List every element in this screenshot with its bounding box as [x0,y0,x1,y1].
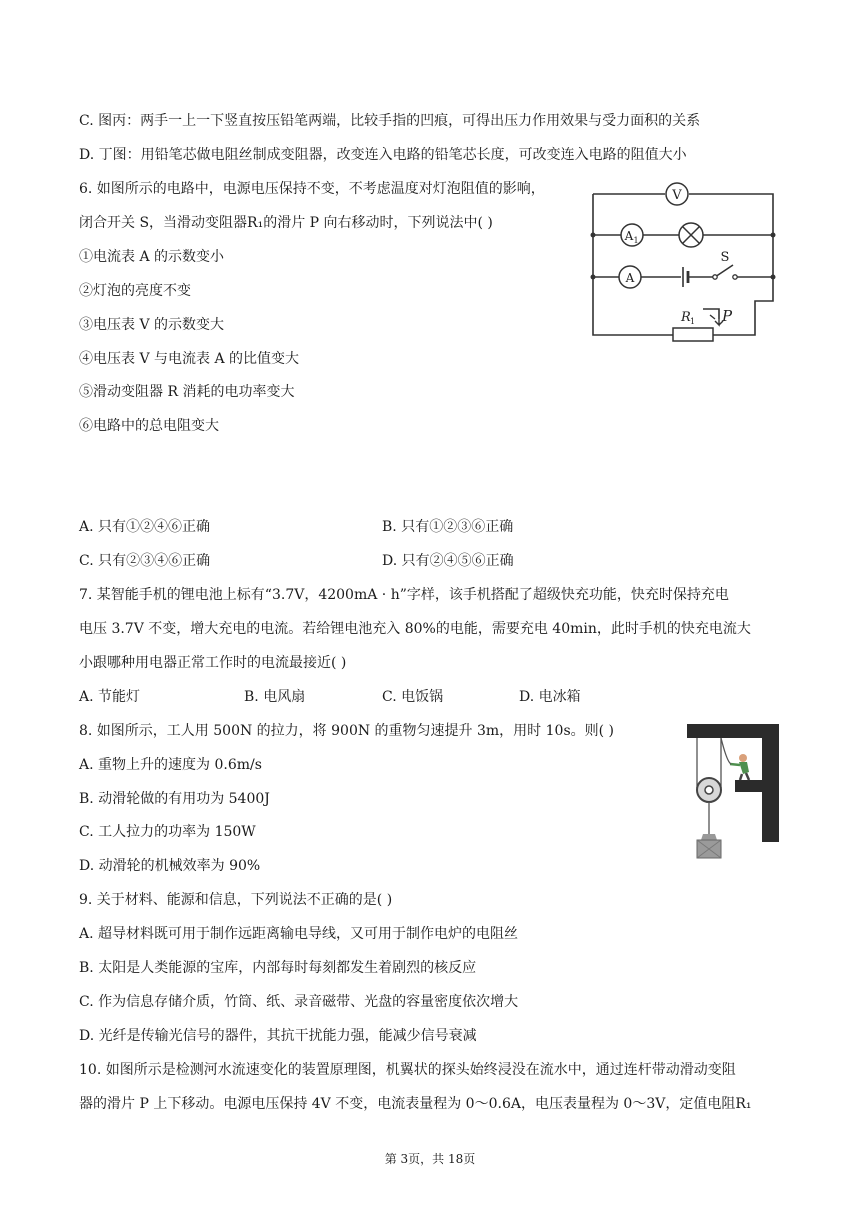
svg-text:1: 1 [633,236,639,245]
q7-option-b: B. 电风扇 [244,689,306,705]
ammeter-a-icon [619,266,641,288]
q7-option-c: C. 电饭锅 [382,689,444,705]
q9-option-c: C. 作为信息存储介质，竹筒、纸、录音磁带、光盘的容量密度依次增大 [79,994,519,1010]
question-7-line-1: 7. 某智能手机的锂电池上标有“3.7V，4200mA · h”字样，该手机搭配了超级快充功能，快充时保持充电 [79,587,729,603]
question-6-line-2: 闭合开关 S，当滑动变阻器R₁的滑片 P 向右移动时，下列说法中( ) [79,215,493,231]
svg-text:V: V [672,188,682,203]
question-10-line-1: 10. 如图所示是检测河水流速变化的装置原理图，机翼状的探头始终浸没在流水中，通过连杆带动滑动变阻 [79,1062,736,1078]
option-c5: C. 图丙：两手一上一下竖直按压铅笔两端，比较手指的凹痕，可得出压力作用效果与受力面积的关系 [79,113,701,129]
worker-icon [730,754,749,780]
q9-option-a: A. 超导材料既可用于制作远距离输电导线，又可用于制作电炉的电阻丝 [79,926,519,942]
statement-2: ②灯泡的亮度不变 [79,283,191,299]
pulley-wheel-icon [697,778,721,802]
statement-6: ⑥电路中的总电阻变大 [79,418,219,434]
switch-label: S [720,250,730,265]
svg-text:A: A [624,229,634,243]
weight-icon [697,834,721,858]
circuit-diagram [585,175,785,343]
q7-option-a: A. 节能灯 [79,689,141,705]
q9-option-d: D. 光纤是传输光信号的器件，其抗干扰能力强，能减少信号衰减 [79,1028,477,1044]
q9-option-b: B. 太阳是人类能源的宝库，内部每时每刻都发生着剧烈的核反应 [79,960,477,976]
slider-label: P [722,307,733,325]
question-10-line-2: 器的滑片 P 上下移动。电源电压保持 4V 不变，电流表量程为 0～0.6A，电压表量程为 0～3V，定值电阻R₁ [79,1096,752,1112]
question-7-line-2: 电压 3.7V 不变，增大充电的电流。若给锂电池充入 80%的电能，需要充电 40min，此时手机的快充电流大 [79,621,751,637]
statement-5: ⑤滑动变阻器 R 消耗的电功率变大 [79,384,295,400]
question-7-line-3: 小跟哪种用电器正常工作时的电流最接近( ) [79,655,347,671]
rheostat-label-sub: 1 [690,317,696,326]
statement-1: ①电流表 A 的示数变小 [79,249,225,265]
svg-text:A: A [625,271,635,285]
ammeter-a1-icon [621,224,643,246]
q6-option-c: C. 只有②③④⑥正确 [79,553,211,569]
page-footer: 第 3页，共 18页 [384,1152,476,1166]
q8-option-a: A. 重物上升的速度为 0.6m/s [79,757,262,773]
question-9: 9. 关于材料、能源和信息，下列说法不正确的是( ) [79,892,393,908]
q6-option-b: B. 只有①②③⑥正确 [382,519,514,535]
q6-option-a: A. 只有①②④⑥正确 [79,519,211,535]
question-8: 8. 如图所示，工人用 500N 的拉力，将 900N 的重物匀速提升 3m，用时 10s。则( ) [79,723,615,739]
rheostat-label: R [681,310,691,325]
statement-4: ④电压表 V 与电流表 A 的比值变大 [79,351,300,367]
q6-option-d: D. 只有②④⑤⑥正确 [382,553,514,569]
question-6-line-1: 6. 如图所示的电路中，电源电压保持不变，不考虑温度对灯泡阻值的影响， [79,181,545,197]
lamp-icon [679,223,703,247]
voltmeter-icon [666,183,688,205]
q8-option-d: D. 动滑轮的机械效率为 90% [79,858,261,874]
q8-option-c: C. 工人拉力的功率为 150W [79,824,256,840]
q7-option-d: D. 电冰箱 [519,689,581,705]
statement-3: ③电压表 V 的示数变大 [79,317,225,333]
option-d5: D. 丁图：用铅笔芯做电阻丝制成变阻器，改变连入电路的铅笔芯长度，可改变连入电路的阻值大小 [79,147,687,163]
q8-option-b: B. 动滑轮做的有用功为 5400J [79,791,270,807]
pulley-diagram [683,722,783,862]
